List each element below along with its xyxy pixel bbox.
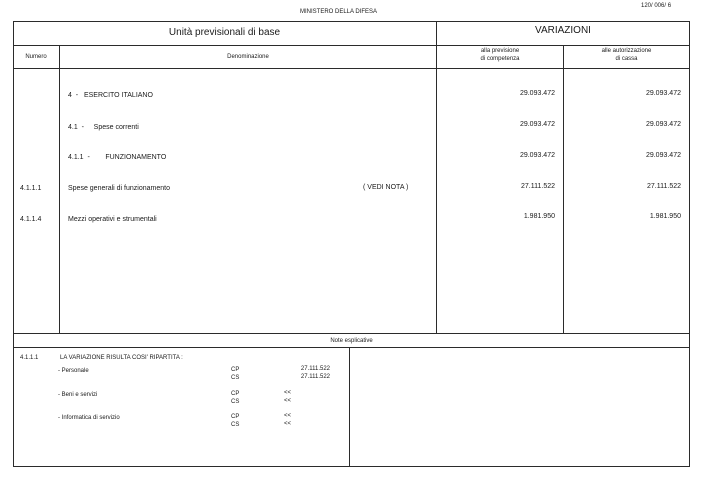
row-cassa: 29.093.472	[645, 152, 681, 159]
heading-unita: Unità previsionali di base	[168, 27, 281, 38]
notes-divider	[349, 347, 350, 467]
note-item-cs-value: 27.111.522	[300, 374, 330, 380]
note-item-cs: CS	[231, 375, 240, 381]
row-cassa: 1.981.950	[649, 213, 681, 220]
heading-competenza-2: di competenza	[480, 56, 520, 62]
row-denominazione: 4.1.1 - FUNZIONAMENTO	[68, 154, 167, 161]
note-item-label: - Personale	[58, 368, 89, 374]
notes-intro: LA VARIAZIONE RISULTA COSI' RIPARTITA :	[60, 355, 183, 361]
notes-title-border	[13, 347, 690, 348]
row-denominazione: 4 - ESERCITO ITALIANO	[68, 92, 153, 99]
heading-denominazione: Denominazione	[227, 54, 269, 60]
row-denominazione: Mezzi operativi e strumentali	[68, 216, 157, 223]
row-denominazione: Spese generali di funzionamento	[68, 185, 170, 192]
numero-column-divider	[59, 45, 60, 334]
table-left-border	[13, 21, 14, 467]
row-cassa: 29.093.472	[645, 90, 681, 97]
notes-code: 4.1.1.1	[20, 355, 39, 361]
table-right-border	[689, 21, 690, 467]
note-item-cs: CS	[231, 422, 240, 428]
page-reference: 120/ 006/ 6	[641, 3, 672, 9]
note-item-cs-value: <<	[284, 421, 292, 427]
row-numero: 4.1.1.4	[20, 216, 42, 223]
row-cassa: 29.093.472	[645, 121, 681, 128]
note-item-cs-value: <<	[284, 398, 292, 404]
header-row-border	[13, 45, 690, 46]
row-numero: 4.1.1.1	[20, 185, 42, 192]
note-item-label: - Informatica di servizio	[58, 415, 120, 421]
row-nota: ( VEDI NOTA )	[363, 184, 409, 191]
note-item-label: - Beni e servizi	[58, 392, 98, 398]
note-item-cp-value: <<	[284, 390, 292, 396]
heading-competenza-1: alla previsione	[480, 48, 520, 54]
note-item-cp: CP	[231, 414, 240, 420]
heading-variazioni: VARIAZIONI	[535, 25, 591, 36]
note-item-cp: CP	[231, 367, 240, 373]
body-bottom-border	[13, 333, 690, 334]
note-item-cp-value: 27.111.522	[300, 366, 330, 372]
row-cassa: 27.111.522	[647, 183, 681, 190]
row-denominazione: 4.1 - Spese correnti	[68, 124, 139, 131]
note-item-cp-value: <<	[284, 413, 292, 419]
variazioni-divider	[436, 21, 437, 334]
row-competenza: 29.093.472	[519, 90, 555, 97]
heading-numero: Numero	[25, 54, 47, 60]
row-competenza: 1.981.950	[523, 213, 555, 220]
heading-cassa-1: alle autorizzazione	[601, 48, 652, 54]
row-competenza: 27.111.522	[521, 183, 555, 190]
row-competenza: 29.093.472	[519, 121, 555, 128]
table-top-border	[13, 21, 690, 22]
table-bottom-border	[13, 466, 690, 467]
note-item-cs: CS	[231, 399, 240, 405]
cassa-column-divider	[563, 45, 564, 334]
row-competenza: 29.093.472	[519, 152, 555, 159]
note-item-cp: CP	[231, 391, 240, 397]
ministry-title: MINISTERO DELLA DIFESA	[300, 9, 378, 15]
notes-title: Note esplicative	[330, 338, 373, 344]
heading-cassa-2: di cassa	[615, 56, 638, 62]
subheader-row-border	[13, 68, 690, 69]
